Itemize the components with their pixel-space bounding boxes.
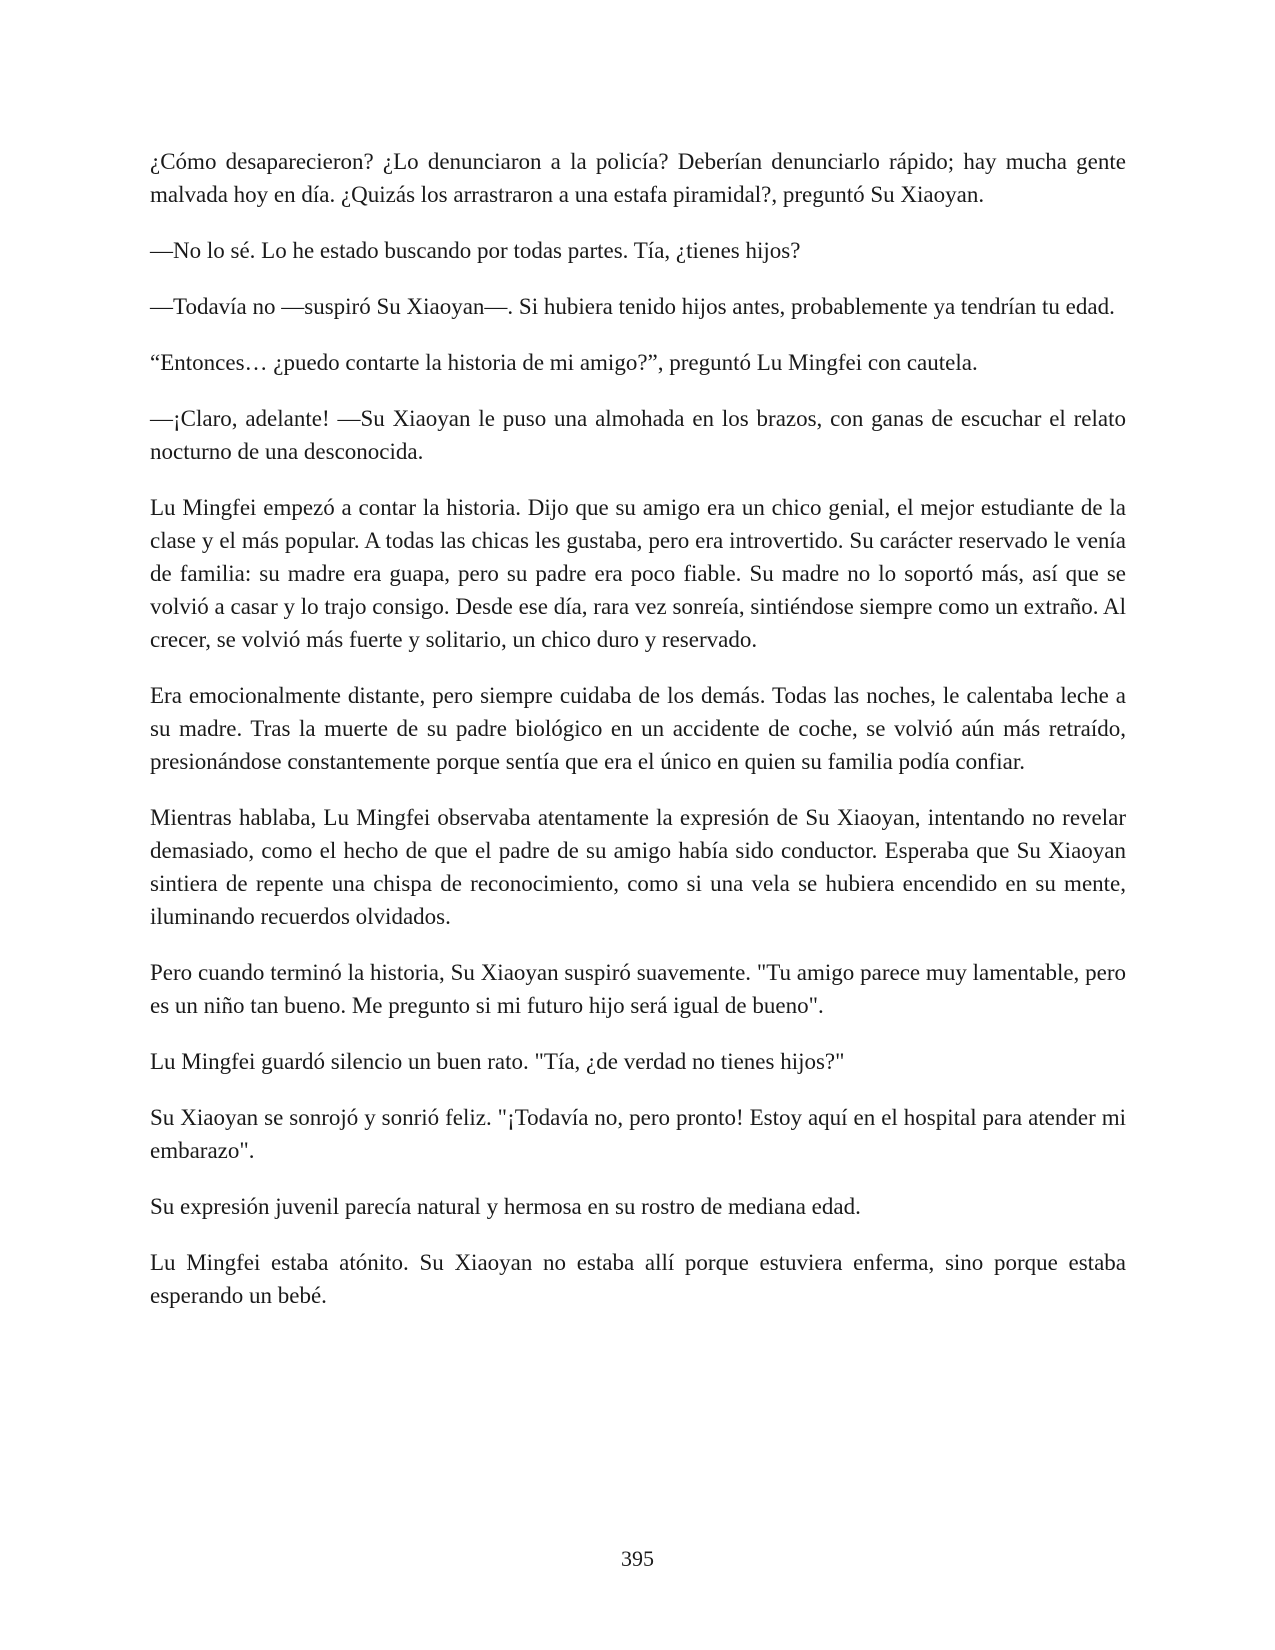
page-body xyxy=(150,145,1126,1335)
paragraph-2: —No lo sé. Lo he estado buscando por todas partes. Tía, ¿tienes hijos? xyxy=(150,238,801,263)
paragraph-10: Lu Mingfei guardó silencio un buen rato. "Tía, ¿de verdad no tienes hijos?" xyxy=(150,1049,845,1074)
paragraph-8: Mientras hablaba, Lu Mingfei observaba atentamente la expresión de Su Xiaoyan, intentando no revelar demasiado, como el hecho de que el padre de su amigo había sido conductor. Esperaba que Su Xiaoyan sintiera de repente una chispa de reconocimiento, como si una vela se hubiera encendido en su mente, iluminando recuerdos olvidados. xyxy=(150,805,1126,929)
paragraph-4: “Entonces… ¿puedo contarte la historia de mi amigo?”, preguntó Lu Mingfei con cautela. xyxy=(150,350,978,375)
paragraph-5: —¡Claro, adelante! —Su Xiaoyan le puso una almohada en los brazos, con ganas de escuchar el relato nocturno de una desconocida. xyxy=(150,406,1126,464)
paragraph-12: Su expresión juvenil parecía natural y hermosa en su rostro de mediana edad. xyxy=(150,1194,861,1219)
paragraph-1: ¿Cómo desaparecieron? ¿Lo denunciaron a la policía? Deberían denunciarlo rápido; hay mucha gente malvada hoy en día. ¿Quizás los arrastraron a una estafa piramidal?, preguntó Su Xiaoyan. xyxy=(150,149,1126,207)
paragraph-11: Su Xiaoyan se sonrojó y sonrió feliz. "¡Todavía no, pero pronto! Estoy aquí en el hospital para atender mi embarazo". xyxy=(150,1105,1126,1163)
paragraph-6: Lu Mingfei empezó a contar la historia. Dijo que su amigo era un chico genial, el mejor estudiante de la clase y el más popular. A todas las chicas les gustaba, pero era introvertido. Su carácter reservado le venía de familia: su madre era guapa, pero su padre era poco fiable. Su madre no lo soportó más, así que se volvió a casar y lo trajo consigo. Desde ese día, rara vez sonreía, sintiéndose siempre como un extraño. Al crecer, se volvió más fuerte y solitario, un chico duro y reservado. xyxy=(150,495,1126,652)
paragraph-3: —Todavía no —suspiró Su Xiaoyan—. Si hubiera tenido hijos antes, probablemente ya tendrían tu edad. xyxy=(150,294,1115,319)
paragraph-9: Pero cuando terminó la historia, Su Xiaoyan suspiró suavemente. "Tu amigo parece muy lamentable, pero es un niño tan bueno. Me pregunto si mi futuro hijo será igual de bueno". xyxy=(150,960,1126,1018)
paragraph-13: Lu Mingfei estaba atónito. Su Xiaoyan no estaba allí porque estuviera enferma, sino porque estaba esperando un bebé. xyxy=(150,1250,1126,1308)
page-number: 395 xyxy=(621,1546,654,1571)
paragraph-7: Era emocionalmente distante, pero siempre cuidaba de los demás. Todas las noches, le calentaba leche a su madre. Tras la muerte de su padre biológico en un accidente de coche, se volvió aún más retraído, presionándose constantemente porque sentía que era el único en quien su familia podía confiar. xyxy=(150,683,1126,774)
